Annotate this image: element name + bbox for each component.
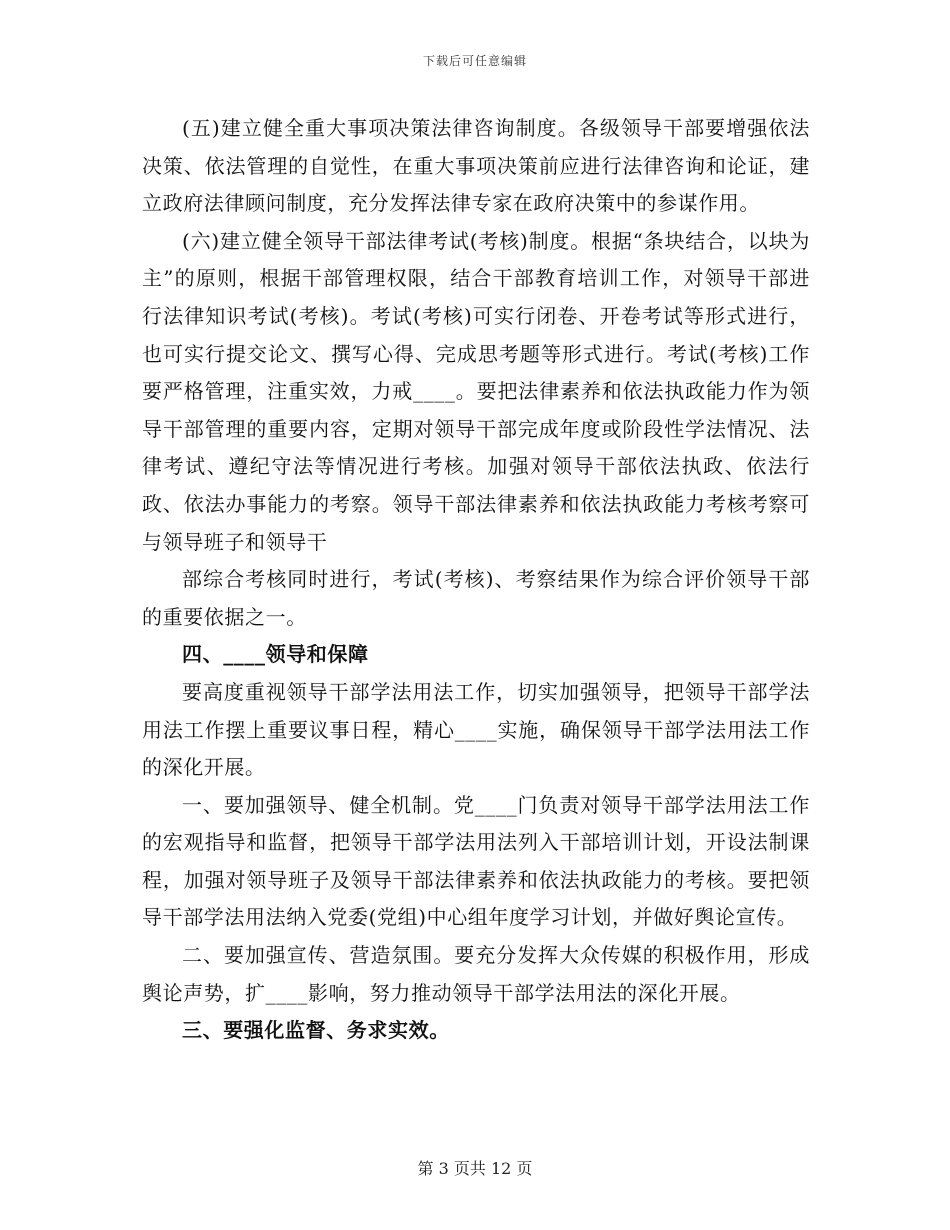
paragraph-item-5: (五)建立健全重大事项决策法律咨询制度。各级领导干部要增强依法决策、依法管理的自觉性，在重大事项决策前应进行法律咨询和论证，建立政府法律顾问制度，充分发挥法律专家在政府决策中的参谋作用。 [142, 116, 810, 216]
document-body [142, 110, 810, 1050]
paragraph-point-2: 二、要加强宣传、营造氛围。要充分发挥大众传媒的积极作用，形成舆论声势，扩____影响，努力推动领导干部学法用法的深化开展。 [142, 943, 810, 1005]
paragraph-point-3: 三、要强化监督、务求实效。 [182, 1018, 450, 1043]
paragraph-point-1: 一、要加强领导、健全机制。党____门负责对领导干部学法用法工作的宏观指导和监督，把领导干部学法用法列入干部培训计划，开设法制课程，加强对领导班子及领导干部法律素养和依法执政能力的考核。要把领导干部学法用法纳入党委(党组)中心组年度学习计划，并做好舆论宣传。 [142, 792, 810, 930]
paragraph-intro: 要高度重视领导干部学法用法工作，切实加强领导，把领导干部学法用法工作摆上重要议事日程，精心____实施，确保领导干部学法用法工作的深化开展。 [142, 679, 810, 780]
section-heading-4: 四、____领导和保障 [182, 642, 369, 667]
paragraph-item-6: (六)建立健全领导干部法律考试(考核)制度。根据“条块结合，以块为主”的原则，根据干部管理权限，结合干部教育培训工作，对领导干部进行法律知识考试(考核)。考试(考核)可实行闭卷、开卷考试等形式进行，也可实行提交论文、撰写心得、完成思考题等形式进行。考试(考核)工作要严格管理，注重实效，力戒____。要把法律素养和依法执政能力作为领导干部管理的重要内容，定期对领导干部完成年度或阶段性学法情况、法律考试、遵纪守法等情况进行考核。加强对领导干部依法执政、依法行政、依法办事能力的考察。领导干部法律素养和依法执政能力考核考察可与领导班子和领导干 [142, 228, 810, 554]
page-footer: 第 3 页共 12 页 [417, 1159, 533, 1178]
paragraph-continuation: 部综合考核同时进行，考试(考核)、考察结果作为综合评价领导干部的重要依据之一。 [142, 567, 810, 629]
page-header: 下载后可任意编辑 [422, 54, 527, 68]
